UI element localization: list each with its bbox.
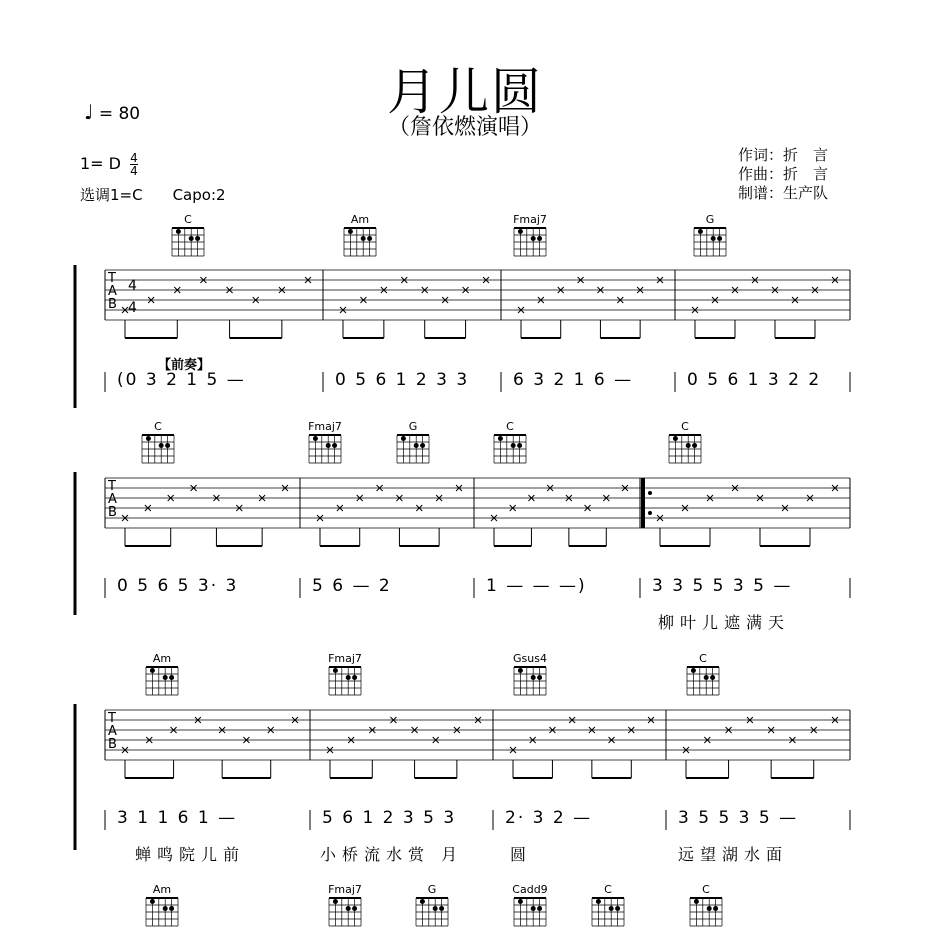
lyric-line: 柳叶儿遮满天 — [658, 613, 791, 632]
lyric-line: 蝉鸣院儿前 — [135, 845, 246, 864]
chord-name: C — [506, 420, 514, 433]
tab-clef-letter: B — [108, 505, 117, 520]
chord-finger-dot — [176, 229, 181, 234]
chord-finger-dot — [691, 668, 696, 673]
chord-finger-dot — [401, 436, 406, 441]
chord-finger-dot — [163, 675, 168, 680]
chord-finger-dot — [704, 675, 709, 680]
chord-name: Fmaj7 — [513, 213, 547, 226]
chord-finger-dot — [609, 906, 614, 911]
chord-name: G — [408, 420, 418, 433]
chord-finger-dot — [333, 668, 338, 673]
chord-finger-dot — [420, 899, 425, 904]
repeat-dot — [648, 491, 652, 495]
composer: 作曲：折 言 — [738, 165, 829, 183]
numbered-measure: 5 6 — 2 — [312, 576, 392, 596]
chord-finger-dot — [615, 906, 620, 911]
chord-name: Am — [350, 213, 370, 226]
chord-finger-dot — [146, 436, 151, 441]
chord-name: Gsus4 — [513, 652, 547, 665]
chord-finger-dot — [517, 443, 522, 448]
chord-finger-dot — [433, 906, 438, 911]
chord-finger-dot — [414, 443, 419, 448]
chord-finger-dot — [711, 236, 716, 241]
numbered-measure: 0 5 6 1 2 3 3 — [335, 370, 470, 390]
chord-finger-dot — [163, 906, 168, 911]
lyric-line: 远望湖水面 — [678, 845, 789, 864]
chord-finger-dot — [717, 236, 722, 241]
numbered-measure: 0 5 6 5 3· 3 — [117, 576, 239, 596]
chord-finger-dot — [694, 899, 699, 904]
key-text: 1= D — [80, 154, 121, 173]
song-title: 月儿圆 — [387, 63, 543, 121]
quarter-note-icon: ♩ — [84, 100, 94, 124]
lyric-line: 小桥流水赏 月 — [320, 845, 464, 864]
chord-name: Am — [152, 883, 172, 896]
chord-finger-dot — [313, 436, 318, 441]
tab-clef-letter: T — [108, 711, 116, 726]
tab-time-sig-top: 4 — [128, 278, 137, 294]
tempo-value: = 80 — [98, 104, 141, 124]
chord-name: C — [604, 883, 612, 896]
chord-name: G — [705, 213, 715, 226]
tab-clef-letter: A — [108, 724, 117, 739]
chord-name: G — [427, 883, 437, 896]
chord-finger-dot — [169, 906, 174, 911]
chord-finger-dot — [352, 906, 357, 911]
numbered-measure: 1 — — —) — [486, 576, 587, 596]
time-sig-bottom: 4 — [130, 164, 138, 178]
chord-finger-dot — [333, 899, 338, 904]
chord-finger-dot — [710, 675, 715, 680]
chord-finger-dot — [537, 906, 542, 911]
chord-finger-dot — [165, 443, 170, 448]
chord-finger-dot — [673, 436, 678, 441]
chord-finger-dot — [518, 899, 523, 904]
numbered-measure: 6 3 2 1 6 — — [513, 370, 634, 390]
chord-name: Fmaj7 — [328, 883, 362, 896]
tab-clef-letter: T — [108, 479, 116, 494]
chord-finger-dot — [713, 906, 718, 911]
lyric-line: 圆 — [510, 845, 533, 864]
chord-name: Am — [152, 652, 172, 665]
chord-finger-dot — [531, 675, 536, 680]
tab-clef-letter: B — [108, 737, 117, 752]
chord-name: C — [681, 420, 689, 433]
tab-clef-letter: A — [108, 492, 117, 507]
numbered-measure: 3 5 5 3 5 — — [678, 808, 799, 828]
chord-finger-dot — [348, 229, 353, 234]
chord-finger-dot — [326, 443, 331, 448]
repeat-dot — [648, 511, 652, 515]
chord-finger-dot — [439, 906, 444, 911]
tab-clef-letter: T — [108, 271, 116, 286]
chord-finger-dot — [150, 899, 155, 904]
chord-finger-dot — [420, 443, 425, 448]
numbered-measure: 2· 3 2 — — [505, 808, 593, 828]
tab-clef-letter: A — [108, 284, 117, 299]
chord-name: C — [154, 420, 162, 433]
chord-finger-dot — [361, 236, 366, 241]
chord-finger-dot — [698, 229, 703, 234]
chord-finger-dot — [707, 906, 712, 911]
chord-name: C — [702, 883, 710, 896]
chord-name: Cadd9 — [512, 883, 548, 896]
chord-finger-dot — [537, 675, 542, 680]
chord-name: Fmaj7 — [308, 420, 342, 433]
tab-clef-letter: B — [108, 297, 117, 312]
chord-finger-dot — [518, 229, 523, 234]
chord-finger-dot — [159, 443, 164, 448]
time-sig-top: 4 — [130, 151, 138, 165]
chord-finger-dot — [150, 668, 155, 673]
chord-name: C — [184, 213, 192, 226]
numbered-measure: 5 6 1 2 3 5 3 — [322, 808, 457, 828]
lyricist: 作词：折 言 — [738, 146, 829, 164]
chord-finger-dot — [352, 675, 357, 680]
chord-finger-dot — [518, 668, 523, 673]
chord-finger-dot — [332, 443, 337, 448]
chord-finger-dot — [596, 899, 601, 904]
chord-name: C — [699, 652, 707, 665]
chord-finger-dot — [189, 236, 194, 241]
chord-finger-dot — [195, 236, 200, 241]
numbered-measure: 3 3 5 5 3 5 — — [652, 576, 793, 596]
chord-finger-dot — [537, 236, 542, 241]
chord-finger-dot — [531, 236, 536, 241]
chord-finger-dot — [498, 436, 503, 441]
chord-finger-dot — [686, 443, 691, 448]
chord-finger-dot — [346, 675, 351, 680]
section-label: 【前奏】 — [158, 358, 211, 373]
chord-finger-dot — [531, 906, 536, 911]
song-subtitle: （詹依燃演唱） — [387, 115, 542, 140]
numbered-measure: 3 1 1 6 1 — — [117, 808, 238, 828]
chord-finger-dot — [367, 236, 372, 241]
chord-finger-dot — [692, 443, 697, 448]
tab-time-sig-bottom: 4 — [128, 300, 137, 316]
tuning-info: 选调1=C Capo:2 — [80, 186, 226, 204]
transcriber: 制谱：生产队 — [738, 184, 829, 202]
chord-name: Fmaj7 — [328, 652, 362, 665]
chord-finger-dot — [169, 675, 174, 680]
numbered-measure: (0 3 2 1 5 — — [117, 370, 246, 390]
chord-finger-dot — [511, 443, 516, 448]
numbered-measure: 0 5 6 1 3 2 2 — [687, 370, 822, 390]
chord-finger-dot — [346, 906, 351, 911]
